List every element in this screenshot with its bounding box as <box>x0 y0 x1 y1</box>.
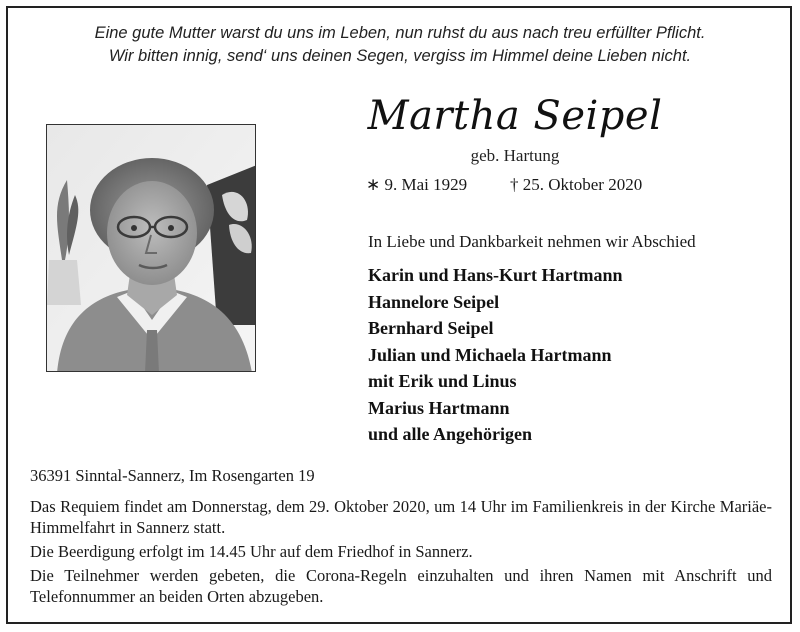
mourner-entry: mit Erik und Linus <box>368 371 517 391</box>
deceased-name: Martha Seipel <box>367 93 663 139</box>
death-date: † 25. Oktober 2020 <box>510 175 643 194</box>
mourners-list <box>368 262 623 448</box>
mourner-entry: Bernhard Seipel <box>368 318 494 338</box>
burial-notice: Die Beerdigung erfolgt im 14.45 Uhr auf dem Friedhof in Sannerz. <box>30 542 473 561</box>
birth-date: ∗ 9. Mai 1929 <box>366 175 468 194</box>
mourner-entry: und alle Angehörigen <box>368 424 533 444</box>
family-address: 36391 Sinntal-Sannerz, Im Rosengarten 19 <box>30 466 315 485</box>
verse-line-2: Wir bitten innig, send‘ uns deinen Segen, vergiss im Himmel deine Lieben nicht. <box>108 47 692 65</box>
verse-line-1: Eine gute Mutter warst du uns im Leben, nun ruhst du aus nach treu erfüllter Pflicht. <box>94 24 706 42</box>
memorial-verse <box>20 22 780 68</box>
mourner-entry: Karin und Hans-Kurt Hartmann <box>368 265 623 285</box>
maiden-name: geb. Hartung <box>470 146 560 165</box>
service-notices <box>30 496 772 610</box>
portrait-photo <box>46 124 256 372</box>
farewell-line: In Liebe und Dankbarkeit nehmen wir Abschied <box>368 232 696 251</box>
requiem-notice: Das Requiem findet am Donnerstag, dem 29. Oktober 2020, um 14 Uhr im Familienkreis in der Kirche Mariäe-Himmelfahrt in Sannerz statt. <box>30 497 772 537</box>
mourner-entry: Marius Hartmann <box>368 397 510 418</box>
mourner-entry: Hannelore Seipel <box>368 291 500 312</box>
corona-notice: Die Teilnehmer werden gebeten, die Corona-Regeln einzuhalten und ihren Namen mit Anschrift und Telefonnummer an beiden Orten abzugeben. <box>30 566 772 606</box>
mourner-entry: Julian und Michaela Hartmann <box>368 344 612 365</box>
